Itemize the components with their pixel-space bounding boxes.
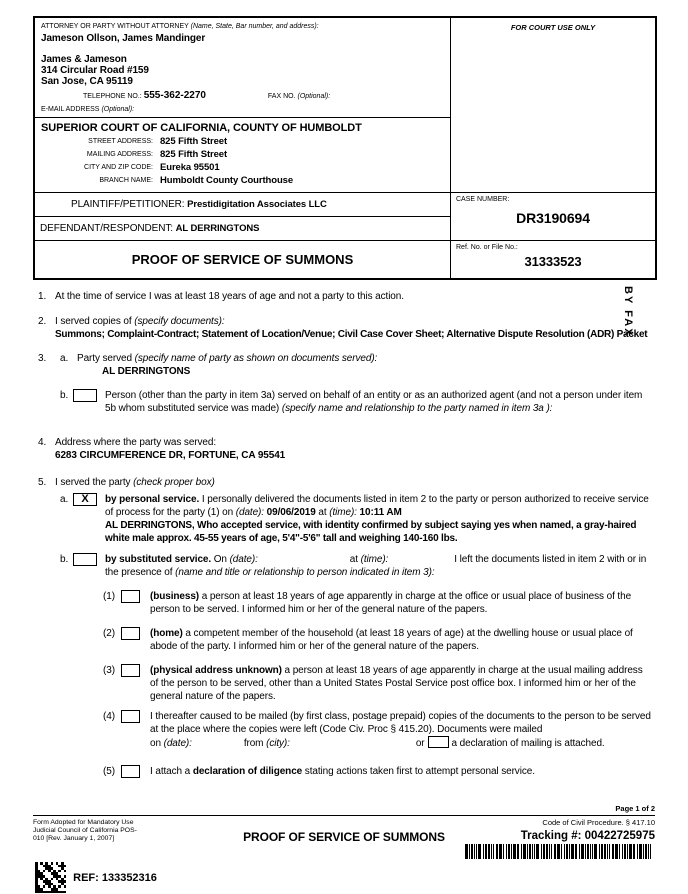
datamatrix-code [35,862,66,893]
attorney-name: Jameson Ollson, James Mandinger [41,33,206,44]
fax-label: FAX NO. (Optional): [267,93,331,100]
tracking-number: Tracking #: 00422725975 [520,830,655,842]
substituted-service-label: by substituted service. [105,554,212,565]
service-date-value: 09/06/2019 [266,507,316,518]
plaintiff-value: Prestidigitation Associates LLC [187,199,327,210]
attorney-box [35,18,451,118]
ref-number-value: 31333523 [524,254,582,269]
attorney-address-line2: San Jose, CA 95119 [41,76,133,87]
by-fax-stamp: BY FAX [622,286,634,338]
case-number-label: CASE NUMBER: [456,196,510,203]
item-5b-5: (5) I attach a declaration of diligence stating actions taken first to attempt personal service. [103,766,535,777]
checkbox-3b-person-on-behalf[interactable] [73,389,97,402]
ref-number-box [451,241,655,278]
personal-service-label: by personal service. [105,494,200,505]
form-footer [33,804,655,884]
defendant-label: DEFENDANT/RESPONDENT: [40,223,173,234]
form-header [33,16,657,280]
attorney-label: ATTORNEY OR PARTY WITHOUT ATTORNEY (Name, State, Bar number, and address): [41,23,319,30]
footer-form-title: PROOF OF SERVICE OF SUMMONS [243,830,445,844]
service-time-value: 10:11 AM [359,507,402,518]
item-4: 4. Address where the party was served: 6283 CIRCUMFERENCE DR, FORTUNE, CA 95541 [33,436,651,462]
form-title: PROOF OF SERVICE OF SUMMONS [131,252,354,267]
page-number: Page 1 of 2 [615,804,655,813]
plaintiff-label: PLAINTIFF/PETITIONER: [71,199,185,210]
email-label: E-MAIL ADDRESS (Optional): [41,106,135,113]
branch-name-row: BRANCH NAME: Humboldt County Courthouse [99,175,294,186]
item-1-text: At the time of service I was at least 18 years of age and not a party to this action. [55,291,404,302]
phone-value: 555-362-2270 [143,90,206,101]
court-use-only-box [451,18,655,193]
court-name: SUPERIOR COURT OF CALIFORNIA, COUNTY OF HUMBOLDT [41,122,362,134]
attorney-address-line1: 314 Circular Road #159 [41,65,149,76]
checkbox-5b2-home[interactable] [121,627,140,640]
ref-number-label: Ref. No. or File No.: [456,244,518,251]
plaintiff-row [35,193,451,217]
reference-number: REF: 133352316 [73,871,157,884]
firm-name: James & Jameson [41,54,127,65]
item-4-text: Address where the party was served: [55,437,217,448]
item-3b-text: Person (other than the party in item 3a) served on behalf of an entity or as an authorized agent (and not a person under item 5b whom substituted service was made) [105,390,643,414]
phone-row [41,90,444,102]
defendant-value: AL DERRINGTONS [175,223,260,234]
item-5a: a. X by personal service. I personally delivered the documents listed in item 2 to the party or person authorized to receive service of process for the party (1) on (date): 09/06/2019 at (time): 10:11 AM AL DERRINGTONS, Who accepted service, with identity confirmed by subject saying yes when named, a gray-haired white male approx. 45-55 years of age, 5'4"-5'6" tall and weighing 140-160 lbs. [33,493,651,545]
case-number-box [451,193,655,241]
footer-divider [33,815,655,816]
checkbox-5b1-business[interactable] [121,590,140,603]
item-5b-2: (2) (home) a competent member of the household (at least 18 years of age) at the dwelling house or usual place of abode of the party. I informed him or her of the general nature of the papers. [103,628,633,652]
item-1: 1. At the time of service I was at least 18 years of age and not a party to this action. [33,290,651,303]
form-body [33,281,651,778]
item-5b-4: (4) I thereafter caused to be mailed (by first class, postage prepaid) copies of the documents to the person to be served at the place where the copies were left (Code Civ. Proc § 415.20). Documents were mailed on (date): from (city): or a declaration of mailing is attached. [103,711,651,749]
item-5b-3: (3) (physical address unknown) a person at least 18 years of age apparently in charge at the usual mailing address of the person to be served, other than a United States Postal Service post office box. I informed him or her of the general nature of the papers. [103,665,643,702]
phone-label: TELEPHONE NO.: [83,93,142,100]
form-title-box [35,241,451,278]
street-address-row: STREET ADDRESS: 825 Fifth Street [88,136,228,147]
mailing-address-row: MAILING ADDRESS: 825 Fifth Street [86,149,228,160]
service-address-value: 6283 CIRCUMFERENCE DR, FORTUNE, CA 95541 [55,450,286,461]
item-5: 5. I served the party (check proper box) [38,477,215,488]
city-zip-row: CITY AND ZIP CODE: Eureka 95501 [84,162,220,173]
tracking-barcode [465,844,655,862]
item-2-text: I served copies of [55,316,135,327]
form-adoption-note: Form Adopted for Mandatory Use Judicial Council of California POS- 010 [Rev. January 1, 2007] [33,819,137,842]
court-box [35,118,451,193]
checkbox-5b5-declaration-of-diligence[interactable] [121,765,140,778]
defendant-row [35,217,451,241]
checkbox-5a-personal-service[interactable]: X [73,493,97,506]
court-use-only-label: FOR COURT USE ONLY [510,23,596,32]
checkbox-5b4-declaration-of-mailing[interactable] [428,736,449,748]
item-2: 2. I served copies of (specify documents): Summons; Complaint-Contract; Statement of Location/Venue; Civil Case Cover Sheet; Alternative Dispute Resolution (ADR) Packet [33,315,651,341]
item-3a: 3. a. Party served (specify name of party as shown on documents served): AL DERRINGTONS [33,352,651,378]
code-citation: Code of Civil Procedure. § 417.10 [542,818,655,827]
checkbox-5b4-mailed[interactable] [121,710,140,723]
party-served-value: AL DERRINGTONS [102,366,191,377]
item-3b: b. Person (other than the party in item 3a) served on behalf of an entity or as an authorized agent (and not a person under item 5b whom substituted service was made) (specify name and relationship to the party named in item 3a ): [60,390,643,414]
case-number-value: DR3190694 [516,210,590,226]
checkbox-5b3-physical-address-unknown[interactable] [121,664,140,677]
checkbox-5b-substituted-service[interactable] [73,553,97,566]
item-5-text: I served the party [55,477,134,488]
item-3a-text: Party served [77,353,135,364]
item-5b-1: (1) (business) a person at least 18 years of age apparently in charge at the office or usual place of business of the person to be served. I informed him or her of the general nature of the papers. [103,591,632,615]
documents-served-value: Summons; Complaint-Contract; Statement of Location/Venue; Civil Case Cover Sheet; Alternative Dispute Resolution (ADR) Packet [55,329,648,340]
reference-code-block [35,862,157,893]
item-5b: b. by substituted service. On (date): at (time): I left the documents listed in item 2 with or in the presence of (name and title or relationship to person indicated in item 3): [60,554,647,578]
service-description-value: AL DERRINGTONS, Who accepted service, with identity confirmed by subject saying yes when named, a gray-haired white male approx. 45-55 years of age, 5'4"-5'6" tall and weighing 140-160 lbs. [105,520,637,544]
